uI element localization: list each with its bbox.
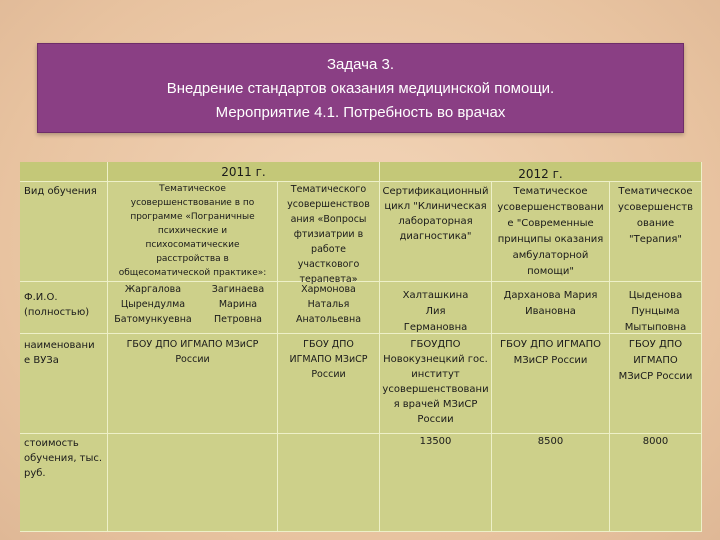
col4-training: Тематическое усовершенствовани е "Современные принципы оказания амбулаторной помощи" [492,182,610,282]
col1-name-left: Жаргалова Цырендулма Батомункуевна [114,284,192,325]
row-label-training: Вид обучения [20,182,108,282]
col4-names: Дарханова Мария Ивановна [492,282,610,334]
col3-training: Сертификационный цикл "Клиническая лабораторная диагностика" [380,182,492,282]
title-line-2: Внедрение стандартов оказания медицинской помощи. [166,80,555,97]
title-line-1: Задача 3. [326,56,394,73]
col2-training: Тематического усовершенствов ания «Вопросы фтизиатрии в работе участкового терапевта» [278,182,380,282]
col5-names: Цыденова Пунцыма Мытыповна [610,282,702,334]
header-empty-cell [20,162,108,182]
col1-university: ГБОУ ДПО ИГМАПО МЗиСР России [108,334,278,434]
col1-name-right: Загинаева Марина Петровна [211,284,265,325]
col3-names: Халташкина Лия Германовна [380,282,492,334]
col5-cost: 8000 [610,434,702,532]
col3-cost: 13500 [380,434,492,532]
col2-names: Хармонова Наталья Анатольевна [278,282,380,334]
col2-cost [278,434,380,532]
col1-names [108,282,278,334]
year-2012-header: 2012 г. [380,162,702,182]
row-label-cost: стоимость обучения, тыс. руб. [20,434,108,532]
col2-university: ГБОУ ДПО ИГМАПО МЗиСР России [278,334,380,434]
col3-university: ГБОУДПО Новокузнецкий гос. институт усовершенствовани я врачей МЗиСР России [380,334,492,434]
col5-training: Тематическое усовершенств ование "Терапия" [610,182,702,282]
title-line-3: Мероприятие 4.1. Потребность во врачах [215,104,506,121]
col4-cost: 8500 [492,434,610,532]
col1-training: Тематическое усовершенствование в по программе «Пограничные психические и психосоматические расстройства в общесоматической практике»: [108,182,278,282]
year-2011-header: 2011 г. [108,162,380,182]
row-label-fio: Ф.И.О. (полностью) [20,282,108,334]
col5-university: ГБОУ ДПО ИГМАПО МЗиСР России [610,334,702,434]
col4-university: ГБОУ ДПО ИГМАПО МЗиСР России [492,334,610,434]
doctors-table [20,162,702,532]
col1-cost [108,434,278,532]
row-label-university: наименовани е ВУЗа [20,334,108,434]
slide-title [37,43,684,133]
